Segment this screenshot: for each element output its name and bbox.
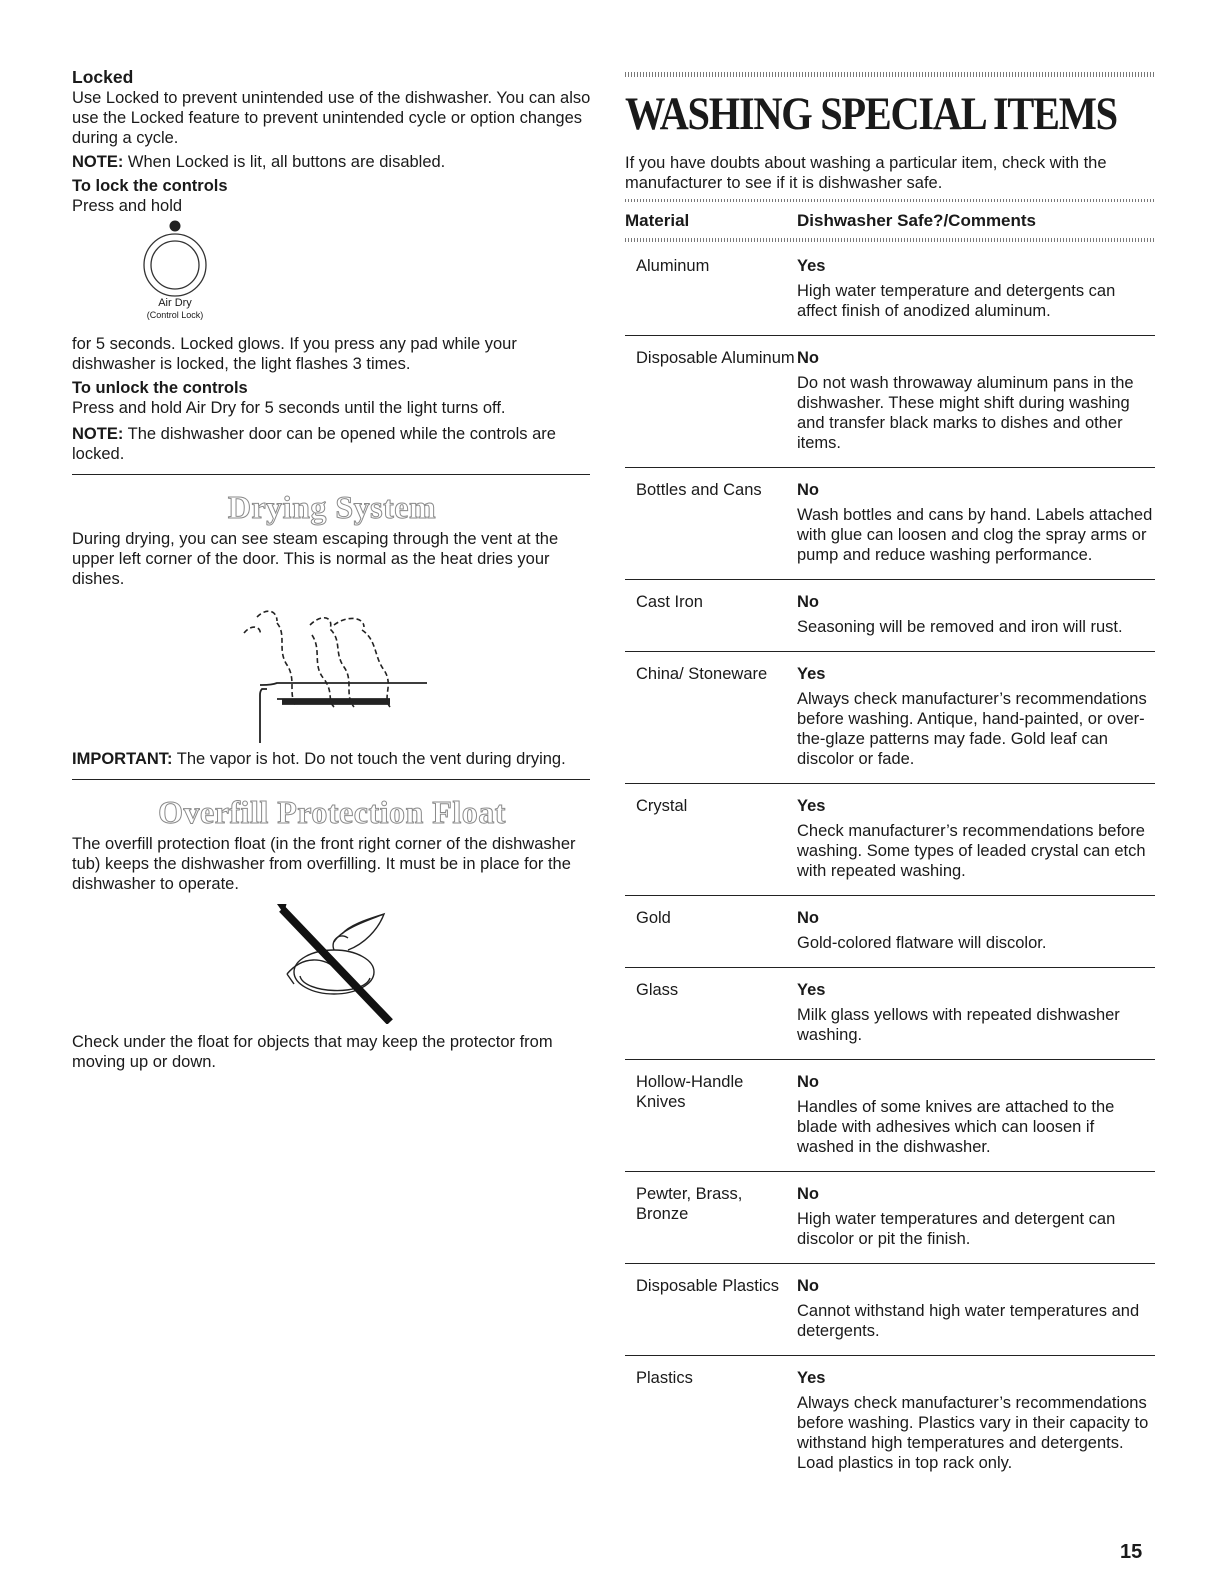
safe-answer: Yes <box>797 797 826 815</box>
lock-controls-heading: To lock the controls <box>72 177 228 195</box>
comment-text: High water temperature and detergents can affect finish of anodized aluminum. <box>797 282 1116 320</box>
unlock-text: Press and hold Air Dry for 5 seconds until the light turns off. <box>72 399 506 417</box>
material-cell: Glass <box>636 981 679 999</box>
comment-text: Always check manufacturer’s recommendations before washing. Plastics vary in their capacity to withstand high temperatures and detergents. Load plastics in top rack only. <box>797 1394 1149 1472</box>
important-text <box>72 749 592 769</box>
important-label: IMPORTANT: <box>72 750 173 768</box>
table-row <box>625 244 1155 336</box>
comment-cell <box>797 1072 1155 1157</box>
unlock-controls-heading: To unlock the controls <box>72 379 248 397</box>
comment-cell <box>797 1276 1155 1341</box>
table-header-rule <box>625 238 1155 242</box>
material-cell: Disposable Plastics <box>636 1277 780 1295</box>
control-lock-label: (Control Lock) <box>146 310 204 320</box>
overfill-text: The overfill protection float (in the front right corner of the dishwasher tub) keeps the dishwasher from overfilling. It must be in place for the dishwasher to operate. <box>72 835 576 893</box>
material-column-header: Material <box>625 211 690 230</box>
comment-text: Wash bottles and cans by hand. Labels attached with glue can loosen and clog the spray arms or pump and reduce washing performance. <box>797 506 1153 564</box>
washing-special-items-title: WASHING SPECIAL ITEMS <box>625 88 1117 140</box>
comment-cell <box>797 256 1155 321</box>
table-header <box>625 202 1155 238</box>
special-items-table <box>625 244 1155 1487</box>
safe-answer: No <box>797 1277 819 1295</box>
table-row <box>625 968 1155 1060</box>
drying-text: During drying, you can see steam escaping through the vent at the upper left corner of the door. This is normal as the heat dries your dishes. <box>72 530 559 588</box>
drying-system-title: Drying System <box>227 489 437 525</box>
safe-answer: Yes <box>797 665 826 683</box>
note-label: NOTE: <box>72 425 124 443</box>
after-press-text: for 5 seconds. Locked glows. If you press any pad while your dishwasher is locked, the light flashes 3 times. <box>72 335 517 373</box>
comment-cell <box>797 348 1155 453</box>
table-row <box>625 580 1155 652</box>
locked-note-2 <box>72 424 592 464</box>
table-row <box>625 784 1155 896</box>
material-cell: Bottles and Cans <box>636 481 762 499</box>
comment-cell <box>797 1368 1155 1473</box>
top-dotted-rule <box>625 72 1155 77</box>
comment-text: Milk glass yellows with repeated dishwasher washing. <box>797 1006 1120 1044</box>
table-row <box>625 468 1155 580</box>
note-text: The dishwasher door can be opened while the controls are locked. <box>72 425 556 463</box>
right-column <box>625 66 1155 1487</box>
comment-text: Seasoning will be removed and iron will rust. <box>797 618 1123 636</box>
safe-answer: No <box>797 909 819 927</box>
comment-cell <box>797 1184 1155 1249</box>
comment-cell <box>797 664 1155 769</box>
table-row <box>625 1060 1155 1172</box>
material-cell: Pewter, Brass, Bronze <box>636 1185 743 1223</box>
table-row <box>625 336 1155 468</box>
safe-answer: Yes <box>797 1369 826 1387</box>
overfill-float-illustration <box>72 904 592 1024</box>
comment-cell <box>797 480 1155 565</box>
special-items-intro: If you have doubts about washing a particular item, check with the manufacturer to see if it is dishwasher safe. <box>625 154 1107 192</box>
air-dry-button-icon <box>72 216 272 306</box>
steam-vent-illustration <box>72 595 592 745</box>
comment-cell <box>797 980 1155 1045</box>
comment-cell <box>797 908 1155 953</box>
page-number: 15 <box>1120 1541 1143 1563</box>
material-cell: Hollow-Handle Knives <box>636 1073 744 1111</box>
press-hold-text: Press and hold <box>72 197 183 215</box>
table-row <box>625 1172 1155 1264</box>
safe-answer: Yes <box>797 257 826 275</box>
safe-answer: No <box>797 593 819 611</box>
table-row <box>625 1264 1155 1356</box>
comment-text: Do not wash throwaway aluminum pans in the dishwasher. These might shift during washing and transfer black marks to dishes and other items. <box>797 374 1134 452</box>
check-float-text: Check under the float for objects that may keep the protector from moving up or down. <box>72 1033 553 1071</box>
material-cell: Cast Iron <box>636 593 703 611</box>
comment-cell <box>797 592 1155 637</box>
comment-text: High water temperatures and detergent can discolor or pit the finish. <box>797 1210 1116 1248</box>
comment-text: Handles of some knives are attached to the blade with adhesives which can loosen if washed in the dishwasher. <box>797 1098 1115 1156</box>
important-body: The vapor is hot. Do not touch the vent during drying. <box>172 750 566 768</box>
comments-column-header: Dishwasher Safe?/Comments <box>797 211 1037 230</box>
material-cell: Crystal <box>636 797 688 815</box>
safe-answer: No <box>797 1073 819 1091</box>
safe-answer: No <box>797 481 819 499</box>
material-cell: Plastics <box>636 1369 693 1387</box>
safe-answer: No <box>797 1185 819 1203</box>
air-dry-label: Air Dry <box>158 297 192 309</box>
table-row <box>625 896 1155 968</box>
material-cell: Aluminum <box>636 257 710 275</box>
overfill-float-title: Overfill Protection Float <box>158 794 506 830</box>
comment-text: Always check manufacturer’s recommendations before washing. Antique, hand-painted, or over-the-glaze patterns may fade. Gold leaf can discolor or fade. <box>797 690 1147 768</box>
comment-text: Cannot withstand high water temperatures and detergents. <box>797 1302 1140 1340</box>
section-divider <box>72 779 590 780</box>
comment-cell <box>797 796 1155 881</box>
table-row <box>625 1356 1155 1487</box>
note-label: NOTE: <box>72 153 124 171</box>
left-column <box>72 66 592 1072</box>
locked-note-1 <box>72 152 592 172</box>
material-cell: China/ Stoneware <box>636 665 768 683</box>
locked-heading: Locked <box>72 67 134 87</box>
safe-answer: No <box>797 349 819 367</box>
material-cell: Gold <box>636 909 671 927</box>
safe-answer: Yes <box>797 981 826 999</box>
section-divider <box>72 474 590 475</box>
table-row <box>625 652 1155 784</box>
note-text: When Locked is lit, all buttons are disabled. <box>123 153 446 171</box>
comment-text: Gold-colored flatware will discolor. <box>797 934 1047 952</box>
comment-text: Check manufacturer’s recommendations before washing. Some types of leaded crystal can etch with repeated washing. <box>797 822 1146 880</box>
material-cell: Disposable Aluminum <box>636 349 795 367</box>
locked-intro: Use Locked to prevent unintended use of the dishwasher. You can also use the Locked feature to prevent unintended cycle or option changes during a cycle. <box>72 89 591 147</box>
air-dry-button-figure <box>72 216 272 334</box>
